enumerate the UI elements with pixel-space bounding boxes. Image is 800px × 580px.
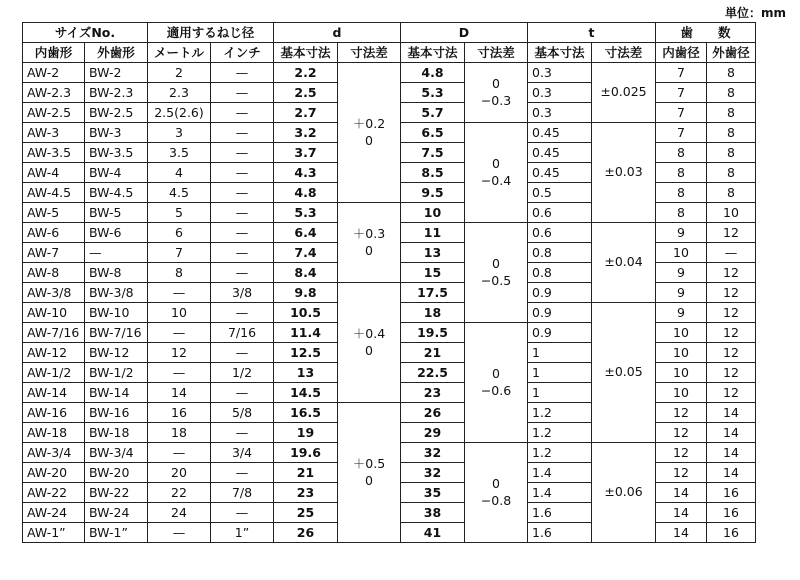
cell-inch: — bbox=[211, 143, 274, 163]
cell-D-basic: 41 bbox=[401, 523, 465, 543]
cell-d-basic: 2.2 bbox=[274, 63, 338, 83]
cell-metric: 10 bbox=[148, 303, 211, 323]
header-external-teeth: 外歯径 bbox=[707, 43, 756, 63]
cell-inch: — bbox=[211, 83, 274, 103]
cell-d-basic: 2.5 bbox=[274, 83, 338, 103]
cell-bw: — bbox=[85, 243, 148, 263]
cell-external-teeth: 12 bbox=[707, 283, 756, 303]
tolerance-lower: −0.6 bbox=[480, 382, 512, 398]
cell-D-basic: 7.5 bbox=[401, 143, 465, 163]
cell-metric: — bbox=[148, 323, 211, 343]
cell-d-basic: 4.3 bbox=[274, 163, 338, 183]
cell-aw: AW-3/8 bbox=[23, 283, 85, 303]
tolerance-lower: 0 bbox=[365, 472, 373, 488]
cell-d-basic: 11.4 bbox=[274, 323, 338, 343]
cell-metric: 8 bbox=[148, 263, 211, 283]
cell-metric: 4 bbox=[148, 163, 211, 183]
cell-bw: BW-24 bbox=[85, 503, 148, 523]
washer-spec-table bbox=[22, 22, 756, 543]
tolerance-lower: 0 bbox=[365, 132, 373, 148]
cell-D-basic: 6.5 bbox=[401, 123, 465, 143]
cell-internal-teeth: 10 bbox=[656, 243, 707, 263]
cell-internal-teeth: 7 bbox=[656, 63, 707, 83]
tolerance-upper: 0 bbox=[492, 256, 500, 272]
cell-d-tolerance bbox=[338, 203, 401, 283]
cell-metric: — bbox=[148, 283, 211, 303]
tolerance-lower: 0 bbox=[365, 242, 373, 258]
cell-t-tolerance: ±0.04 bbox=[592, 223, 656, 303]
cell-metric: 18 bbox=[148, 423, 211, 443]
cell-external-teeth: 8 bbox=[707, 63, 756, 83]
cell-t-basic: 0.9 bbox=[528, 303, 592, 323]
cell-aw: AW-22 bbox=[23, 483, 85, 503]
cell-t-tolerance: ±0.06 bbox=[592, 443, 656, 543]
cell-internal-teeth: 10 bbox=[656, 343, 707, 363]
cell-bw: BW-20 bbox=[85, 463, 148, 483]
cell-d-basic: 2.7 bbox=[274, 103, 338, 123]
cell-aw: AW-14 bbox=[23, 383, 85, 403]
cell-D-basic: 8.5 bbox=[401, 163, 465, 183]
cell-metric: 2 bbox=[148, 63, 211, 83]
cell-t-tolerance: ±0.05 bbox=[592, 303, 656, 443]
cell-D-basic: 38 bbox=[401, 503, 465, 523]
tolerance-upper: ＋0.4 bbox=[352, 326, 386, 342]
cell-external-teeth: 8 bbox=[707, 103, 756, 123]
cell-d-basic: 25 bbox=[274, 503, 338, 523]
cell-bw: BW-8 bbox=[85, 263, 148, 283]
cell-internal-teeth: 9 bbox=[656, 283, 707, 303]
cell-inch: — bbox=[211, 243, 274, 263]
cell-internal-teeth: 10 bbox=[656, 383, 707, 403]
cell-D-basic: 22.5 bbox=[401, 363, 465, 383]
cell-external-teeth: 12 bbox=[707, 323, 756, 343]
cell-D-basic: 32 bbox=[401, 443, 465, 463]
cell-t-basic: 1.6 bbox=[528, 503, 592, 523]
header-D: D bbox=[401, 23, 528, 43]
cell-internal-teeth: 9 bbox=[656, 303, 707, 323]
cell-d-basic: 19 bbox=[274, 423, 338, 443]
cell-aw: AW-7 bbox=[23, 243, 85, 263]
cell-d-basic: 26 bbox=[274, 523, 338, 543]
cell-D-basic: 5.3 bbox=[401, 83, 465, 103]
cell-internal-teeth: 8 bbox=[656, 143, 707, 163]
cell-t-basic: 0.9 bbox=[528, 283, 592, 303]
cell-aw: AW-4 bbox=[23, 163, 85, 183]
tolerance-lower: −0.3 bbox=[480, 92, 512, 108]
cell-bw: BW-16 bbox=[85, 403, 148, 423]
cell-internal-teeth: 14 bbox=[656, 523, 707, 543]
cell-aw: AW-2 bbox=[23, 63, 85, 83]
cell-t-basic: 0.8 bbox=[528, 243, 592, 263]
cell-aw: AW-6 bbox=[23, 223, 85, 243]
cell-inch: 7/8 bbox=[211, 483, 274, 503]
cell-d-basic: 3.2 bbox=[274, 123, 338, 143]
cell-internal-teeth: 7 bbox=[656, 103, 707, 123]
cell-inch: — bbox=[211, 503, 274, 523]
cell-D-basic: 26 bbox=[401, 403, 465, 423]
cell-t-basic: 1 bbox=[528, 343, 592, 363]
cell-internal-teeth: 14 bbox=[656, 503, 707, 523]
cell-t-basic: 1.6 bbox=[528, 523, 592, 543]
cell-metric: 7 bbox=[148, 243, 211, 263]
cell-aw: AW-18 bbox=[23, 423, 85, 443]
cell-bw: BW-2 bbox=[85, 63, 148, 83]
cell-aw: AW-3.5 bbox=[23, 143, 85, 163]
cell-metric: 16 bbox=[148, 403, 211, 423]
cell-aw: AW-24 bbox=[23, 503, 85, 523]
cell-metric: 20 bbox=[148, 463, 211, 483]
header-t: t bbox=[528, 23, 656, 43]
cell-metric: 3.5 bbox=[148, 143, 211, 163]
cell-d-basic: 6.4 bbox=[274, 223, 338, 243]
cell-D-basic: 19.5 bbox=[401, 323, 465, 343]
cell-d-basic: 4.8 bbox=[274, 183, 338, 203]
cell-internal-teeth: 7 bbox=[656, 123, 707, 143]
cell-internal-teeth: 12 bbox=[656, 463, 707, 483]
tolerance-upper: 0 bbox=[492, 156, 500, 172]
cell-t-basic: 1 bbox=[528, 363, 592, 383]
cell-internal-teeth: 8 bbox=[656, 203, 707, 223]
header-internal: 内歯形 bbox=[23, 43, 85, 63]
cell-external-teeth: 14 bbox=[707, 423, 756, 443]
cell-bw: BW-2.3 bbox=[85, 83, 148, 103]
cell-inch: 1/2 bbox=[211, 363, 274, 383]
cell-metric: 22 bbox=[148, 483, 211, 503]
cell-bw: BW-3 bbox=[85, 123, 148, 143]
cell-inch: — bbox=[211, 423, 274, 443]
header-d: d bbox=[274, 23, 401, 43]
cell-internal-teeth: 8 bbox=[656, 163, 707, 183]
cell-aw: AW-20 bbox=[23, 463, 85, 483]
header-D-tolerance: 寸法差 bbox=[465, 43, 528, 63]
cell-bw: BW-22 bbox=[85, 483, 148, 503]
cell-internal-teeth: 14 bbox=[656, 483, 707, 503]
cell-external-teeth: 8 bbox=[707, 123, 756, 143]
cell-inch: — bbox=[211, 163, 274, 183]
cell-aw: AW-7/16 bbox=[23, 323, 85, 343]
cell-D-basic: 15 bbox=[401, 263, 465, 283]
cell-aw: AW-2.5 bbox=[23, 103, 85, 123]
cell-external-teeth: 8 bbox=[707, 83, 756, 103]
cell-internal-teeth: 12 bbox=[656, 403, 707, 423]
header-row-2 bbox=[23, 43, 756, 63]
cell-inch: — bbox=[211, 203, 274, 223]
cell-metric: 2.3 bbox=[148, 83, 211, 103]
cell-D-basic: 18 bbox=[401, 303, 465, 323]
cell-internal-teeth: 10 bbox=[656, 323, 707, 343]
cell-d-basic: 3.7 bbox=[274, 143, 338, 163]
cell-bw: BW-5 bbox=[85, 203, 148, 223]
cell-inch: — bbox=[211, 343, 274, 363]
cell-metric: — bbox=[148, 363, 211, 383]
cell-t-basic: 0.6 bbox=[528, 223, 592, 243]
cell-bw: BW-3.5 bbox=[85, 143, 148, 163]
cell-d-basic: 14.5 bbox=[274, 383, 338, 403]
cell-bw: BW-18 bbox=[85, 423, 148, 443]
cell-d-basic: 13 bbox=[274, 363, 338, 383]
cell-internal-teeth: 9 bbox=[656, 263, 707, 283]
cell-metric: 6 bbox=[148, 223, 211, 243]
cell-D-tolerance bbox=[465, 323, 528, 443]
cell-D-tolerance bbox=[465, 123, 528, 223]
header-d-basic: 基本寸法 bbox=[274, 43, 338, 63]
cell-internal-teeth: 12 bbox=[656, 423, 707, 443]
table-row bbox=[23, 63, 756, 83]
cell-metric: 24 bbox=[148, 503, 211, 523]
cell-aw: AW-4.5 bbox=[23, 183, 85, 203]
cell-D-basic: 21 bbox=[401, 343, 465, 363]
header-t-basic: 基本寸法 bbox=[528, 43, 592, 63]
cell-d-basic: 21 bbox=[274, 463, 338, 483]
cell-external-teeth: — bbox=[707, 243, 756, 263]
cell-bw: BW-4.5 bbox=[85, 183, 148, 203]
cell-external-teeth: 8 bbox=[707, 143, 756, 163]
tolerance-upper: 0 bbox=[492, 476, 500, 492]
cell-t-basic: 0.45 bbox=[528, 143, 592, 163]
header-metric: メートル bbox=[148, 43, 211, 63]
cell-external-teeth: 8 bbox=[707, 183, 756, 203]
cell-t-basic: 0.9 bbox=[528, 323, 592, 343]
cell-inch: — bbox=[211, 123, 274, 143]
cell-D-basic: 9.5 bbox=[401, 183, 465, 203]
cell-t-basic: 0.45 bbox=[528, 123, 592, 143]
cell-t-basic: 0.3 bbox=[528, 63, 592, 83]
cell-d-basic: 19.6 bbox=[274, 443, 338, 463]
cell-external-teeth: 12 bbox=[707, 223, 756, 243]
tolerance-upper: ＋0.5 bbox=[352, 456, 386, 472]
cell-internal-teeth: 8 bbox=[656, 183, 707, 203]
unit-label: 単位：mm bbox=[724, 6, 786, 20]
cell-inch: — bbox=[211, 103, 274, 123]
cell-inch: 5/8 bbox=[211, 403, 274, 423]
cell-D-basic: 5.7 bbox=[401, 103, 465, 123]
cell-D-basic: 13 bbox=[401, 243, 465, 263]
tolerance-upper: 0 bbox=[492, 76, 500, 92]
cell-aw: AW-3/4 bbox=[23, 443, 85, 463]
cell-metric: — bbox=[148, 523, 211, 543]
cell-d-tolerance bbox=[338, 63, 401, 203]
cell-external-teeth: 8 bbox=[707, 163, 756, 183]
header-internal-teeth: 内歯径 bbox=[656, 43, 707, 63]
cell-aw: AW-3 bbox=[23, 123, 85, 143]
cell-d-basic: 16.5 bbox=[274, 403, 338, 423]
cell-bw: BW-3/4 bbox=[85, 443, 148, 463]
cell-inch: — bbox=[211, 183, 274, 203]
cell-inch: 1” bbox=[211, 523, 274, 543]
tolerance-upper: 0 bbox=[492, 366, 500, 382]
cell-aw: AW-1/2 bbox=[23, 363, 85, 383]
cell-t-basic: 1 bbox=[528, 383, 592, 403]
cell-internal-teeth: 12 bbox=[656, 443, 707, 463]
cell-D-basic: 29 bbox=[401, 423, 465, 443]
cell-external-teeth: 14 bbox=[707, 443, 756, 463]
cell-internal-teeth: 10 bbox=[656, 363, 707, 383]
tolerance-lower: −0.4 bbox=[480, 172, 512, 188]
cell-inch: — bbox=[211, 263, 274, 283]
cell-t-basic: 0.6 bbox=[528, 203, 592, 223]
cell-t-tolerance: ±0.025 bbox=[592, 63, 656, 123]
header-size-no: サイズNo. bbox=[23, 23, 148, 43]
cell-d-basic: 7.4 bbox=[274, 243, 338, 263]
cell-external-teeth: 14 bbox=[707, 463, 756, 483]
cell-d-basic: 8.4 bbox=[274, 263, 338, 283]
cell-d-basic: 5.3 bbox=[274, 203, 338, 223]
cell-aw: AW-10 bbox=[23, 303, 85, 323]
cell-bw: BW-6 bbox=[85, 223, 148, 243]
header-D-basic: 基本寸法 bbox=[401, 43, 465, 63]
cell-external-teeth: 14 bbox=[707, 403, 756, 423]
cell-bw: BW-2.5 bbox=[85, 103, 148, 123]
cell-d-tolerance bbox=[338, 283, 401, 403]
cell-aw: AW-1” bbox=[23, 523, 85, 543]
cell-aw: AW-12 bbox=[23, 343, 85, 363]
cell-t-basic: 1.2 bbox=[528, 403, 592, 423]
cell-external-teeth: 16 bbox=[707, 523, 756, 543]
cell-external-teeth: 12 bbox=[707, 383, 756, 403]
cell-external-teeth: 12 bbox=[707, 363, 756, 383]
cell-t-basic: 0.8 bbox=[528, 263, 592, 283]
cell-D-basic: 35 bbox=[401, 483, 465, 503]
cell-internal-teeth: 7 bbox=[656, 83, 707, 103]
cell-internal-teeth: 9 bbox=[656, 223, 707, 243]
header-d-tolerance: 寸法差 bbox=[338, 43, 401, 63]
cell-D-basic: 32 bbox=[401, 463, 465, 483]
cell-t-basic: 1.2 bbox=[528, 423, 592, 443]
cell-external-teeth: 16 bbox=[707, 503, 756, 523]
cell-external-teeth: 12 bbox=[707, 303, 756, 323]
cell-bw: BW-14 bbox=[85, 383, 148, 403]
header-external: 外歯形 bbox=[85, 43, 148, 63]
header-row-1 bbox=[23, 23, 756, 43]
cell-aw: AW-2.3 bbox=[23, 83, 85, 103]
cell-inch: 3/8 bbox=[211, 283, 274, 303]
cell-bw: BW-12 bbox=[85, 343, 148, 363]
cell-external-teeth: 16 bbox=[707, 483, 756, 503]
cell-aw: AW-8 bbox=[23, 263, 85, 283]
cell-D-basic: 4.8 bbox=[401, 63, 465, 83]
cell-D-tolerance bbox=[465, 63, 528, 123]
cell-inch: 7/16 bbox=[211, 323, 274, 343]
header-teeth: 歯 数 bbox=[656, 23, 756, 43]
cell-t-basic: 0.45 bbox=[528, 163, 592, 183]
cell-external-teeth: 10 bbox=[707, 203, 756, 223]
cell-bw: BW-7/16 bbox=[85, 323, 148, 343]
cell-D-tolerance bbox=[465, 223, 528, 323]
cell-bw: BW-1” bbox=[85, 523, 148, 543]
cell-metric: 12 bbox=[148, 343, 211, 363]
cell-t-basic: 0.5 bbox=[528, 183, 592, 203]
cell-bw: BW-3/8 bbox=[85, 283, 148, 303]
cell-D-basic: 17.5 bbox=[401, 283, 465, 303]
tolerance-lower: 0 bbox=[365, 342, 373, 358]
cell-bw: BW-1/2 bbox=[85, 363, 148, 383]
cell-metric: 3 bbox=[148, 123, 211, 143]
cell-metric: 2.5(2.6) bbox=[148, 103, 211, 123]
header-screw-diameter: 適用するねじ径 bbox=[148, 23, 274, 43]
cell-D-tolerance bbox=[465, 443, 528, 543]
cell-inch: — bbox=[211, 303, 274, 323]
spec-table-wrapper bbox=[22, 22, 756, 543]
cell-inch: — bbox=[211, 63, 274, 83]
cell-inch: 3/4 bbox=[211, 443, 274, 463]
cell-inch: — bbox=[211, 383, 274, 403]
cell-D-basic: 23 bbox=[401, 383, 465, 403]
tolerance-upper: ＋0.3 bbox=[352, 226, 386, 242]
cell-metric: 14 bbox=[148, 383, 211, 403]
cell-metric: 4.5 bbox=[148, 183, 211, 203]
cell-t-basic: 1.2 bbox=[528, 443, 592, 463]
cell-bw: BW-10 bbox=[85, 303, 148, 323]
cell-inch: — bbox=[211, 463, 274, 483]
cell-inch: — bbox=[211, 223, 274, 243]
cell-t-tolerance: ±0.03 bbox=[592, 123, 656, 223]
header-inch: インチ bbox=[211, 43, 274, 63]
tolerance-lower: −0.5 bbox=[480, 272, 512, 288]
cell-t-basic: 1.4 bbox=[528, 483, 592, 503]
cell-metric: 5 bbox=[148, 203, 211, 223]
tolerance-upper: ＋0.2 bbox=[352, 116, 386, 132]
table-body bbox=[23, 63, 756, 543]
cell-aw: AW-16 bbox=[23, 403, 85, 423]
cell-D-basic: 11 bbox=[401, 223, 465, 243]
cell-t-basic: 0.3 bbox=[528, 83, 592, 103]
cell-d-basic: 10.5 bbox=[274, 303, 338, 323]
cell-d-basic: 23 bbox=[274, 483, 338, 503]
cell-aw: AW-5 bbox=[23, 203, 85, 223]
cell-external-teeth: 12 bbox=[707, 343, 756, 363]
tolerance-lower: −0.8 bbox=[480, 492, 512, 508]
cell-external-teeth: 12 bbox=[707, 263, 756, 283]
header-t-tolerance: 寸法差 bbox=[592, 43, 656, 63]
cell-metric: — bbox=[148, 443, 211, 463]
cell-bw: BW-4 bbox=[85, 163, 148, 183]
cell-d-tolerance bbox=[338, 403, 401, 543]
cell-t-basic: 0.3 bbox=[528, 103, 592, 123]
cell-d-basic: 9.8 bbox=[274, 283, 338, 303]
cell-t-basic: 1.4 bbox=[528, 463, 592, 483]
cell-D-basic: 10 bbox=[401, 203, 465, 223]
cell-d-basic: 12.5 bbox=[274, 343, 338, 363]
